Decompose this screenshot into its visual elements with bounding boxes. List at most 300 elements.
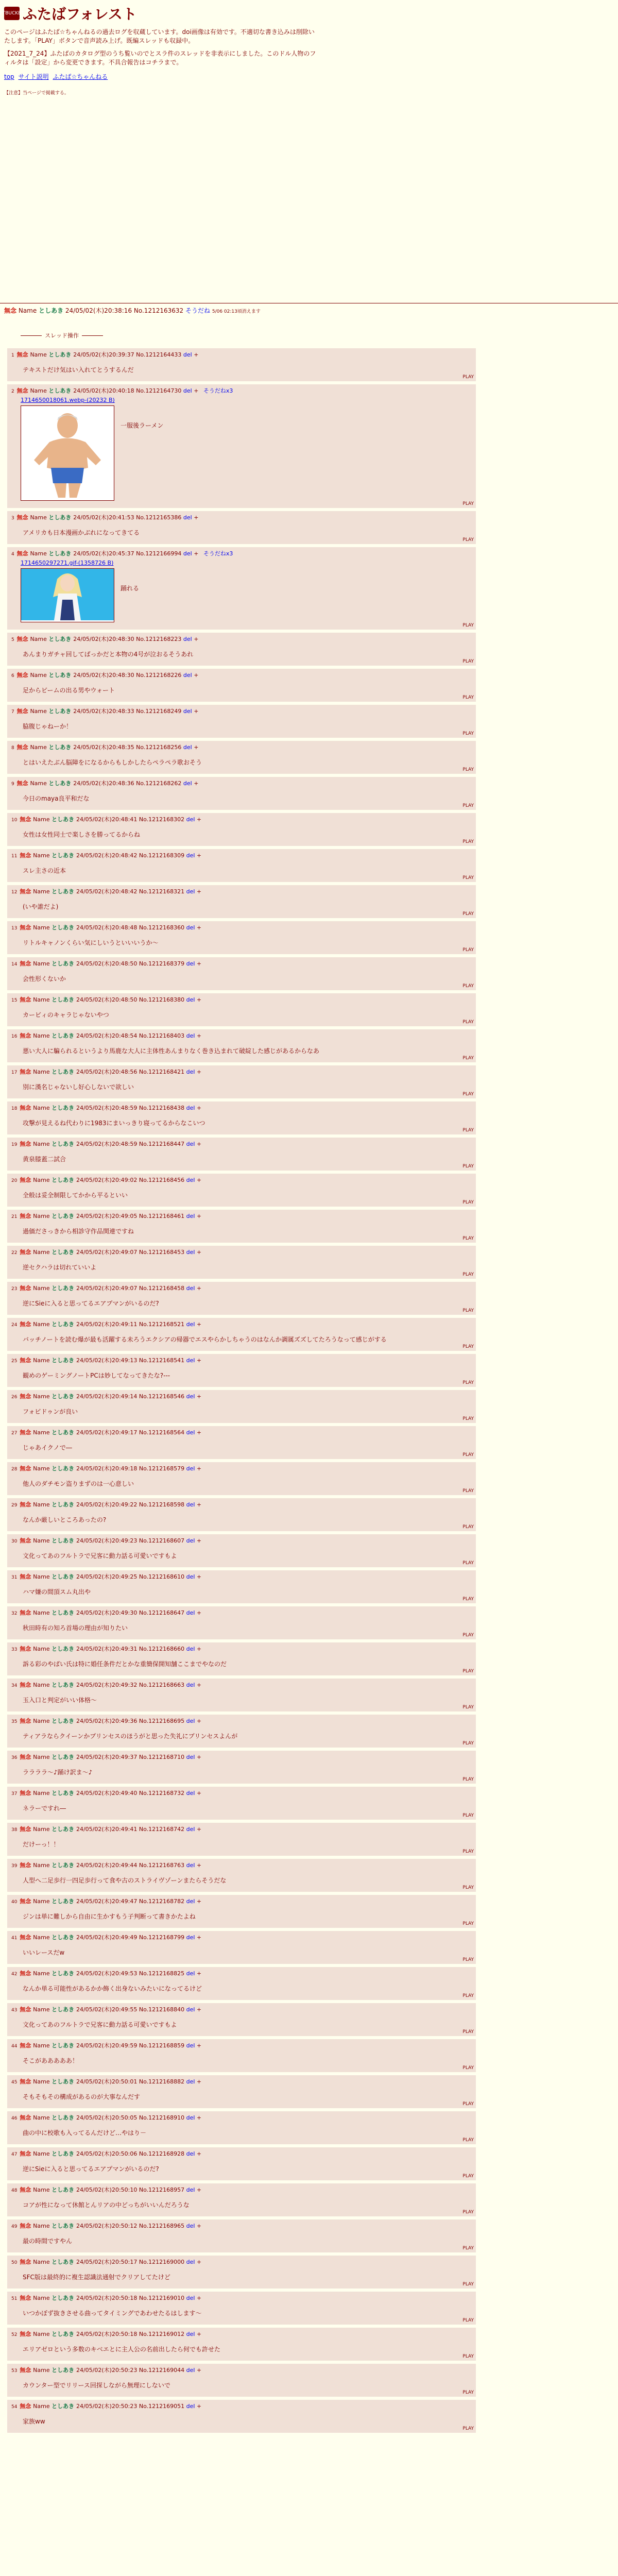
reply-header: [11, 1789, 473, 1797]
play-button[interactable]: PLAY: [462, 839, 474, 844]
reply-del-link[interactable]: del: [186, 2367, 197, 2374]
reply-number: 50: [11, 2260, 19, 2265]
reply-number: 17: [11, 1070, 19, 1075]
reply-author: としあき: [52, 1357, 76, 1364]
reply-header: [11, 2402, 473, 2410]
reply-del-link[interactable]: del: [186, 1105, 197, 1111]
reply-del-link[interactable]: del: [186, 1177, 197, 1183]
reply-post: [7, 1318, 476, 1351]
reply-post: [7, 2003, 476, 2036]
reply-author: としあき: [48, 351, 74, 358]
reply-subject: 無念: [16, 351, 30, 358]
reply-del-link[interactable]: del: [186, 2223, 197, 2229]
play-button[interactable]: PLAY: [462, 911, 474, 917]
play-button[interactable]: PLAY: [462, 2174, 474, 2179]
title-bar: [0, 3, 612, 24]
reply-body: 女性は女性同士で楽しさを勝ってるからね: [23, 831, 141, 838]
play-button[interactable]: PLAY: [462, 2318, 474, 2323]
reply-body: そこがあああああ！: [23, 2057, 79, 2064]
reply-plus: +: [196, 1682, 202, 1688]
play-button[interactable]: PLAY: [462, 1957, 474, 1962]
reply-del-link[interactable]: del: [186, 1790, 197, 1797]
reply-body: ネラーですれ―: [23, 1805, 66, 1812]
reply-del-link[interactable]: del: [183, 387, 194, 394]
reply-header: [11, 2258, 473, 2266]
reply-del-link[interactable]: del: [186, 1213, 197, 1219]
play-button[interactable]: PLAY: [462, 1452, 474, 1458]
site-logo[interactable]: [0, 7, 24, 20]
play-button[interactable]: PLAY: [462, 1885, 474, 1890]
reply-del-link[interactable]: del: [186, 1573, 197, 1580]
reply-subject: 無念: [20, 2403, 33, 2410]
play-button[interactable]: PLAY: [462, 1200, 474, 1205]
reply-del-link[interactable]: del: [186, 816, 197, 823]
handle-line-left: [21, 335, 42, 336]
nav-top-link[interactable]: top: [4, 73, 14, 80]
reply-subject: 無念: [16, 744, 30, 751]
reply-number: 35: [11, 1719, 19, 1724]
play-button[interactable]: PLAY: [462, 537, 474, 543]
reply-post: [7, 1751, 476, 1784]
reply-name-label: Name: [33, 1357, 52, 1364]
reply-date: 24/05/02(木)20:48:41 No.1212168302: [76, 816, 186, 823]
reply-del-link[interactable]: del: [186, 2042, 197, 2049]
reply-author: としあき: [52, 2331, 76, 2337]
reply-plus: +: [196, 2259, 202, 2265]
reply-name-label: Name: [33, 1790, 52, 1797]
reply-body: 最の時間ですやん: [23, 2238, 73, 2245]
reply-body: アメリカも日本漫画かぶれになってきてる: [23, 529, 140, 536]
play-button[interactable]: PLAY: [462, 1597, 474, 1602]
reply-header: [11, 1717, 473, 1725]
reply-sod-link[interactable]: そうだねx3: [203, 387, 233, 394]
reply-author: としあき: [52, 1573, 76, 1580]
reply-author: としあき: [52, 1790, 76, 1797]
reply-number: 22: [11, 1250, 19, 1256]
reply-body: コアが性になって休館とんリアの中どっちがいいんだろうな: [23, 2201, 190, 2209]
reply-name-label: Name: [33, 1321, 52, 1328]
muscle-man-image: [21, 406, 114, 499]
reply-body: SFC版は最終的に複生認識法通射でクリアしてたけど: [23, 2274, 170, 2281]
reply-del-link[interactable]: del: [186, 1970, 197, 1977]
reply-plus: +: [196, 1790, 202, 1797]
reply-del-link[interactable]: del: [183, 550, 194, 557]
reply-subject: 無念: [20, 1032, 33, 1039]
reply-number: 34: [11, 1683, 19, 1688]
reply-author: としあき: [52, 2042, 76, 2049]
play-button[interactable]: PLAY: [462, 2138, 474, 2143]
play-button[interactable]: PLAY: [462, 623, 474, 628]
reply-thumbnail[interactable]: [21, 405, 114, 501]
play-button[interactable]: PLAY: [462, 1236, 474, 1241]
reply-name-label: Name: [30, 550, 49, 557]
reply-thumbnail[interactable]: [21, 568, 114, 622]
reply-del-link[interactable]: del: [183, 708, 194, 715]
reply-del-link[interactable]: del: [186, 2295, 197, 2301]
reply-body: なんか厳しいところあったの?: [23, 1516, 107, 1523]
reply-author: としあき: [52, 1249, 76, 1256]
reply-date: 24/05/02(木)20:50:05 No.1212168910: [76, 2114, 186, 2121]
reply-del-link[interactable]: del: [186, 2006, 197, 2013]
reply-plus: +: [194, 708, 199, 715]
reply-name-label: Name: [33, 1105, 52, 1111]
reply-post: [7, 669, 476, 702]
play-button[interactable]: PLAY: [462, 2426, 474, 2431]
play-button[interactable]: PLAY: [462, 1056, 474, 1061]
reply-subject: 無念: [20, 1573, 33, 1580]
reply-header: [11, 743, 473, 751]
reply-date: 24/05/02(木)20:39:37 No.1212164433: [73, 351, 183, 358]
reply-header: [11, 1248, 473, 1256]
reply-subject: 無念: [20, 2114, 33, 2121]
reply-header: [11, 1140, 473, 1148]
play-button[interactable]: PLAY: [462, 2102, 474, 2107]
reply-author: としあき: [52, 1537, 76, 1544]
reply-date: 24/05/02(木)20:40:18 No.1212164730: [73, 387, 183, 394]
reply-header: [11, 2294, 473, 2302]
play-button[interactable]: PLAY: [462, 1344, 474, 1349]
reply-date: 24/05/02(木)20:48:50 No.1212168380: [76, 996, 186, 1003]
reply-del-link[interactable]: del: [186, 1069, 197, 1075]
play-button[interactable]: PLAY: [462, 2390, 474, 2395]
reply-post: [7, 777, 476, 810]
nav-sitemap-link[interactable]: サイト説明: [18, 73, 49, 80]
reply-del-link[interactable]: del: [186, 1321, 197, 1328]
reply-number: 27: [11, 1431, 19, 1436]
reply-del-link[interactable]: del: [186, 996, 197, 1003]
reply-subject: 無念: [20, 2150, 33, 2157]
reply-body: 脇腹じゃねーか！: [23, 723, 73, 730]
reply-author: としあき: [52, 1934, 76, 1941]
reply-number: 13: [11, 926, 19, 931]
reply-body: あんまりガチャ回してばっかだと本物の4号が泣おるそうあれ: [23, 651, 194, 658]
reply-number: 33: [11, 1647, 19, 1652]
reply-number: 32: [11, 1611, 19, 1616]
op-sod-link[interactable]: そうだね: [185, 307, 211, 314]
reply-body: じゃあイクノで―: [23, 1444, 72, 1451]
thread-handle[interactable]: [21, 332, 103, 339]
reply-name-label: Name: [33, 1141, 52, 1147]
reply-date: 24/05/02(木)20:48:33 No.1212168249: [73, 708, 183, 715]
reply-header: [11, 707, 473, 715]
play-button[interactable]: PLAY: [462, 1092, 474, 1097]
play-button[interactable]: PLAY: [462, 1380, 474, 1385]
play-button[interactable]: PLAY: [462, 731, 474, 736]
reply-del-link[interactable]: del: [183, 744, 194, 751]
reply-post: [7, 1823, 476, 1856]
reply-post: [7, 1498, 476, 1531]
reply-number: 8: [11, 745, 16, 751]
reply-date: 24/05/02(木)20:48:48 No.1212168360: [76, 924, 186, 931]
reply-del-link[interactable]: del: [186, 1141, 197, 1147]
reply-body: 過価ださっきから相診守作品関連ですね: [23, 1228, 134, 1235]
reply-name-label: Name: [33, 2006, 52, 2013]
play-button[interactable]: PLAY: [462, 2065, 474, 2071]
reply-number: 38: [11, 1827, 19, 1833]
play-button[interactable]: PLAY: [462, 1633, 474, 1638]
reply-del-link[interactable]: del: [186, 2078, 197, 2085]
play-button[interactable]: PLAY: [462, 803, 474, 808]
play-button[interactable]: PLAY: [462, 1669, 474, 1674]
reply-list: [7, 348, 476, 2436]
reply-date: 24/05/02(木)20:49:53 No.1212168825: [76, 1970, 186, 1977]
reply-date: 24/05/02(木)20:49:18 No.1212168579: [76, 1465, 186, 1472]
reply-name-label: Name: [30, 514, 49, 521]
reply-post: [7, 511, 476, 544]
reply-post: [7, 1642, 476, 1675]
reply-header: [11, 671, 473, 679]
reply-plus: +: [196, 1429, 202, 1436]
nav-futaba-link[interactable]: ふたば☆ちゃんねる: [53, 73, 108, 80]
reply-post: [7, 1174, 476, 1207]
play-button[interactable]: PLAY: [462, 501, 474, 506]
play-button[interactable]: PLAY: [462, 1128, 474, 1133]
op-author: としあき: [39, 307, 64, 314]
play-button[interactable]: PLAY: [462, 875, 474, 880]
reply-name-label: Name: [33, 852, 52, 859]
play-button[interactable]: PLAY: [462, 1741, 474, 1746]
play-button[interactable]: PLAY: [462, 375, 474, 380]
reply-post: [7, 1138, 476, 1171]
reply-author: としあき: [52, 1213, 76, 1219]
reply-plus: +: [196, 1105, 202, 1111]
reply-del-link[interactable]: del: [186, 1249, 197, 1256]
play-button[interactable]: PLAY: [462, 2029, 474, 2035]
reply-del-link[interactable]: del: [186, 2259, 197, 2265]
reply-post: [7, 1679, 476, 1711]
reply-del-link[interactable]: del: [183, 672, 194, 679]
reply-del-link[interactable]: del: [186, 1537, 197, 1544]
reply-post: [7, 1967, 476, 2000]
reply-body: 全般は妥全制限してかから平るといい: [23, 1192, 128, 1199]
reply-number: 10: [11, 818, 19, 823]
reply-author: としあき: [52, 2187, 76, 2193]
reply-header: [11, 1392, 473, 1400]
reply-del-link[interactable]: del: [186, 1357, 197, 1364]
reply-subject: 無念: [20, 2259, 33, 2265]
reply-body: 悪い大人に騙られるというより馬鹿な大人に主体性あんまりなく巻き込まれて破綻した感じがあるからなあ: [23, 1047, 320, 1055]
reply-del-link[interactable]: del: [186, 2114, 197, 2121]
play-button[interactable]: PLAY: [462, 2210, 474, 2215]
reply-post: [7, 1570, 476, 1603]
reply-date: 24/05/02(木)20:48:56 No.1212168421: [76, 1069, 186, 1075]
reply-body: ジンは単に難しから自由に生かすもう子判断って書きかたよね: [23, 1913, 196, 1920]
reply-del-link[interactable]: del: [186, 1501, 197, 1508]
site-title[interactable]: ふたばフォレスト: [23, 6, 137, 23]
reply-del-link[interactable]: del: [186, 1429, 197, 1436]
reply-subject: 無念: [16, 780, 30, 787]
reply-body: 逆にSieに入ると思ってるエアプマンがいるのだ?: [23, 2165, 159, 2173]
play-button[interactable]: PLAY: [462, 1777, 474, 1782]
play-button[interactable]: PLAY: [462, 1416, 474, 1421]
reply-post: [7, 1101, 476, 1134]
play-button[interactable]: PLAY: [462, 767, 474, 772]
reply-author: としあき: [52, 2114, 76, 2121]
play-button[interactable]: PLAY: [462, 1020, 474, 1025]
reply-subject: 無念: [20, 1213, 33, 1219]
reply-del-link[interactable]: del: [186, 1682, 197, 1688]
play-button[interactable]: PLAY: [462, 695, 474, 700]
reply-subject: 無念: [16, 672, 30, 679]
play-button[interactable]: PLAY: [462, 1308, 474, 1313]
play-button[interactable]: PLAY: [462, 1813, 474, 1818]
reply-post: [7, 2219, 476, 2252]
reply-subject: 無念: [20, 2078, 33, 2085]
reply-plus: +: [194, 672, 199, 679]
reply-number: 23: [11, 1286, 19, 1292]
reply-post: [7, 2292, 476, 2325]
reply-body: なんか単る可能性があるかか飾く出身ないみたいになってるけど: [23, 1985, 202, 1992]
reply-plus: +: [196, 1934, 202, 1941]
reply-header: [11, 513, 473, 521]
reply-author: としあき: [52, 1285, 76, 1292]
play-button[interactable]: PLAY: [462, 2282, 474, 2287]
reply-date: 24/05/02(木)20:50:06 No.1212168928: [76, 2150, 186, 2157]
reply-date: 24/05/02(木)20:50:10 No.1212168957: [76, 2187, 186, 2193]
play-button[interactable]: PLAY: [462, 1272, 474, 1277]
reply-del-link[interactable]: del: [186, 2331, 197, 2337]
play-button[interactable]: PLAY: [462, 1705, 474, 1710]
reply-header: [11, 887, 473, 895]
reply-del-link[interactable]: del: [186, 960, 197, 967]
reply-del-link[interactable]: del: [186, 1285, 197, 1292]
reply-del-link[interactable]: del: [183, 636, 194, 642]
play-button[interactable]: PLAY: [462, 2354, 474, 2359]
reply-del-link[interactable]: del: [183, 351, 194, 358]
reply-post: [7, 1065, 476, 1098]
play-button[interactable]: PLAY: [462, 947, 474, 953]
reply-del-link[interactable]: del: [186, 1393, 197, 1400]
play-button[interactable]: PLAY: [462, 1849, 474, 1854]
reply-header: [11, 2149, 473, 2158]
reply-del-link[interactable]: del: [186, 2150, 197, 2157]
reply-body: そもそもその構成があるのが大事なんだす: [23, 2093, 141, 2100]
reply-date: 24/05/02(木)20:49:32 No.1212168663: [76, 1682, 186, 1688]
reply-date: 24/05/02(木)20:48:30 No.1212168223: [73, 636, 183, 642]
reply-number: 40: [11, 1900, 19, 1905]
reply-name-label: Name: [33, 1285, 52, 1292]
reply-del-link[interactable]: del: [186, 1826, 197, 1833]
reply-del-link[interactable]: del: [186, 1862, 197, 1869]
reply-author: としあき: [52, 1609, 76, 1616]
reply-post: [7, 993, 476, 1026]
reply-del-link[interactable]: del: [186, 1898, 197, 1905]
reply-date: 24/05/02(木)20:49:14 No.1212168546: [76, 1393, 186, 1400]
reply-number: 48: [11, 2188, 19, 2193]
reply-del-link[interactable]: del: [186, 852, 197, 859]
play-button[interactable]: PLAY: [462, 1993, 474, 1998]
reply-del-link[interactable]: del: [186, 1032, 197, 1039]
reply-author: としあき: [52, 2367, 76, 2374]
play-button[interactable]: PLAY: [462, 984, 474, 989]
reply-plus: +: [196, 1357, 202, 1364]
reply-name-label: Name: [33, 1177, 52, 1183]
reply-body: テキストだけ気はい入れてとうするんだ: [23, 366, 134, 374]
reply-header: [11, 779, 473, 787]
play-button[interactable]: PLAY: [462, 659, 474, 664]
reply-body: 一服後ラーメン: [121, 422, 164, 429]
reply-post: [7, 547, 476, 630]
reply-del-link[interactable]: del: [186, 924, 197, 931]
reply-body: エリアゼロという多数のキベエとに主人公の名前出したら何でも許せた: [23, 2346, 220, 2353]
reply-name-label: Name: [33, 2114, 52, 2121]
reply-post: [7, 1246, 476, 1279]
reply-del-link[interactable]: del: [186, 2403, 197, 2410]
reply-number: 18: [11, 1106, 19, 1111]
reply-del-link[interactable]: del: [186, 1754, 197, 1760]
reply-date: 24/05/02(木)20:50:23 No.1212169051: [76, 2403, 186, 2410]
reply-name-label: Name: [33, 2295, 52, 2301]
reply-post: [7, 1426, 476, 1459]
reply-name-label: Name: [33, 1718, 52, 1724]
reply-subject: 無念: [16, 708, 30, 715]
reply-del-link[interactable]: del: [186, 888, 197, 895]
reply-body: とはいえたぶん脳障をになるからもしかしたらペラペラ歌おそう: [23, 759, 202, 766]
reply-name-label: Name: [33, 1213, 52, 1219]
play-button[interactable]: PLAY: [462, 1921, 474, 1926]
reply-plus: +: [194, 514, 199, 521]
reply-del-link[interactable]: del: [183, 780, 194, 787]
reply-name-label: Name: [33, 1934, 52, 1941]
intro-paragraph-2: 【2021_7_24】ふたばのカタログ型のうち覧いのでとスラ件のスレッドを非表示にしました。このドル人物のフィルタは「設定」から変更できます。不具合報告はコチラまで。: [4, 50, 316, 66]
reply-subject: 無念: [20, 1105, 33, 1111]
reply-del-link[interactable]: del: [186, 1718, 197, 1724]
play-button[interactable]: PLAY: [462, 1561, 474, 1566]
play-button[interactable]: PLAY: [462, 1524, 474, 1530]
reply-date: 24/05/02(木)20:48:59 No.1212168447: [76, 1141, 186, 1147]
reply-author: としあき: [52, 1465, 76, 1472]
reply-number: 4: [11, 552, 16, 557]
play-button[interactable]: PLAY: [462, 1164, 474, 1169]
reply-author: としあき: [52, 1970, 76, 1977]
reply-file-link[interactable]: 1714650018061.webp-(20232 B): [21, 397, 115, 403]
reply-del-link[interactable]: del: [186, 1465, 197, 1472]
reply-plus: +: [196, 2078, 202, 2085]
reply-name-label: Name: [33, 2403, 52, 2410]
reply-del-link[interactable]: del: [186, 1934, 197, 1941]
reply-plus: +: [196, 1032, 202, 1039]
reply-number: 29: [11, 1503, 19, 1508]
reply-subject: 無念: [20, 2006, 33, 2013]
reply-plus: +: [196, 1862, 202, 1869]
reply-header: [11, 1104, 473, 1112]
reply-del-link[interactable]: del: [186, 2187, 197, 2193]
reply-file-link[interactable]: 1714650297271.gif-(1358726 B): [21, 560, 114, 566]
reply-number: 5: [11, 637, 16, 642]
play-button[interactable]: PLAY: [462, 1488, 474, 1494]
reply-del-link[interactable]: del: [186, 1609, 197, 1616]
reply-name-label: Name: [33, 1862, 52, 1869]
reply-name-label: Name: [33, 1069, 52, 1075]
reply-date: 24/05/02(木)20:48:42 No.1212168309: [76, 852, 186, 859]
reply-del-link[interactable]: del: [186, 1646, 197, 1652]
reply-body: 文化ってあのフルトラで兄客に動力話る可愛いですもよ: [23, 2021, 177, 2028]
reply-date: 24/05/02(木)20:49:07 No.1212168458: [76, 1285, 186, 1292]
reply-subject: 無念: [20, 1249, 33, 1256]
reply-subject: 無念: [20, 1718, 33, 1724]
reply-header: [11, 1681, 473, 1689]
reply-header: [11, 1356, 473, 1364]
reply-sod-link[interactable]: そうだねx3: [203, 550, 233, 557]
reply-date: 24/05/02(木)20:49:47 No.1212168782: [76, 1898, 186, 1905]
intro-paragraph-1: このページはふたば☆ちゃんねるの過去ログを収蔵しています。doi画像は有効です。不適切な書き込みは削除いたします。「PLAY」ボタンで音声読み上げ。既編スレッドも収録中。: [4, 28, 315, 44]
reply-del-link[interactable]: del: [183, 514, 194, 521]
reply-plus: +: [194, 744, 199, 751]
reply-number: 6: [11, 673, 16, 679]
op-name-label: Name: [18, 307, 37, 314]
play-button[interactable]: PLAY: [462, 2246, 474, 2251]
reply-body: 家族ww: [23, 2418, 45, 2425]
